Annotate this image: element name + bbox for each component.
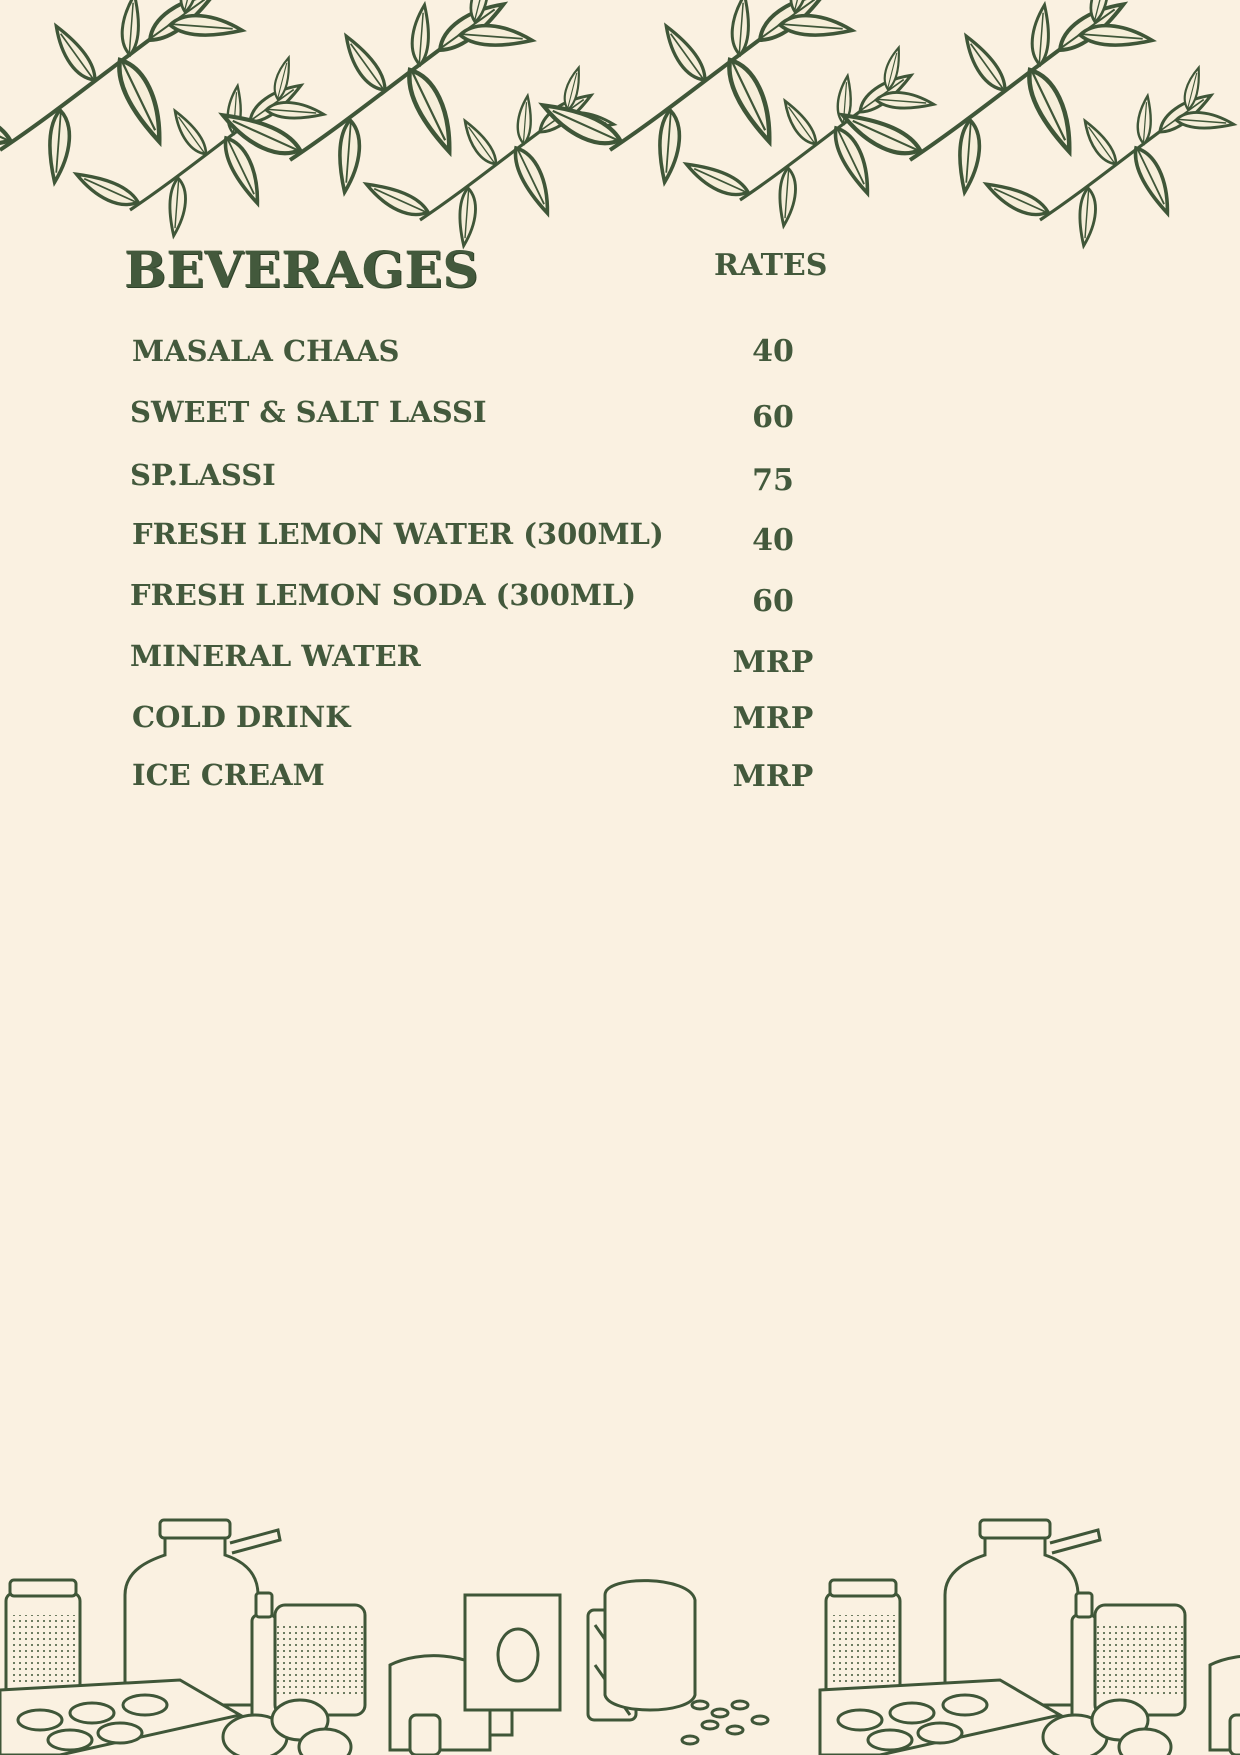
leaf-branch-illustration <box>0 0 1240 250</box>
menu-item-rate: 75 <box>752 463 794 498</box>
menu-item-rate: 60 <box>752 584 794 619</box>
menu-item-name: FRESH LEMON SODA (300ML) <box>130 578 637 612</box>
menu-item-name: ICE CREAM <box>132 758 325 792</box>
menu-item-name: MINERAL WATER <box>130 639 421 673</box>
menu-item-rate: 40 <box>752 334 794 369</box>
menu-item-name: FRESH LEMON WATER (300ML) <box>132 517 664 551</box>
menu-item-name: SWEET & SALT LASSI <box>130 395 487 429</box>
menu-heading: BEVERAGES <box>124 240 479 299</box>
menu-item-name: SP.LASSI <box>130 458 276 492</box>
menu-item-rate: MRP <box>732 759 814 794</box>
menu-item-rate: 60 <box>752 400 794 435</box>
menu-item-rate: MRP <box>732 645 814 680</box>
menu-item-name: MASALA CHAAS <box>132 334 400 368</box>
rates-heading: RATES <box>714 248 828 283</box>
menu-item-name: COLD DRINK <box>132 700 351 734</box>
menu-item-rate: MRP <box>732 701 814 736</box>
menu-item-rate: 40 <box>752 523 794 558</box>
kitchen-jars-illustration <box>0 1475 1240 1755</box>
